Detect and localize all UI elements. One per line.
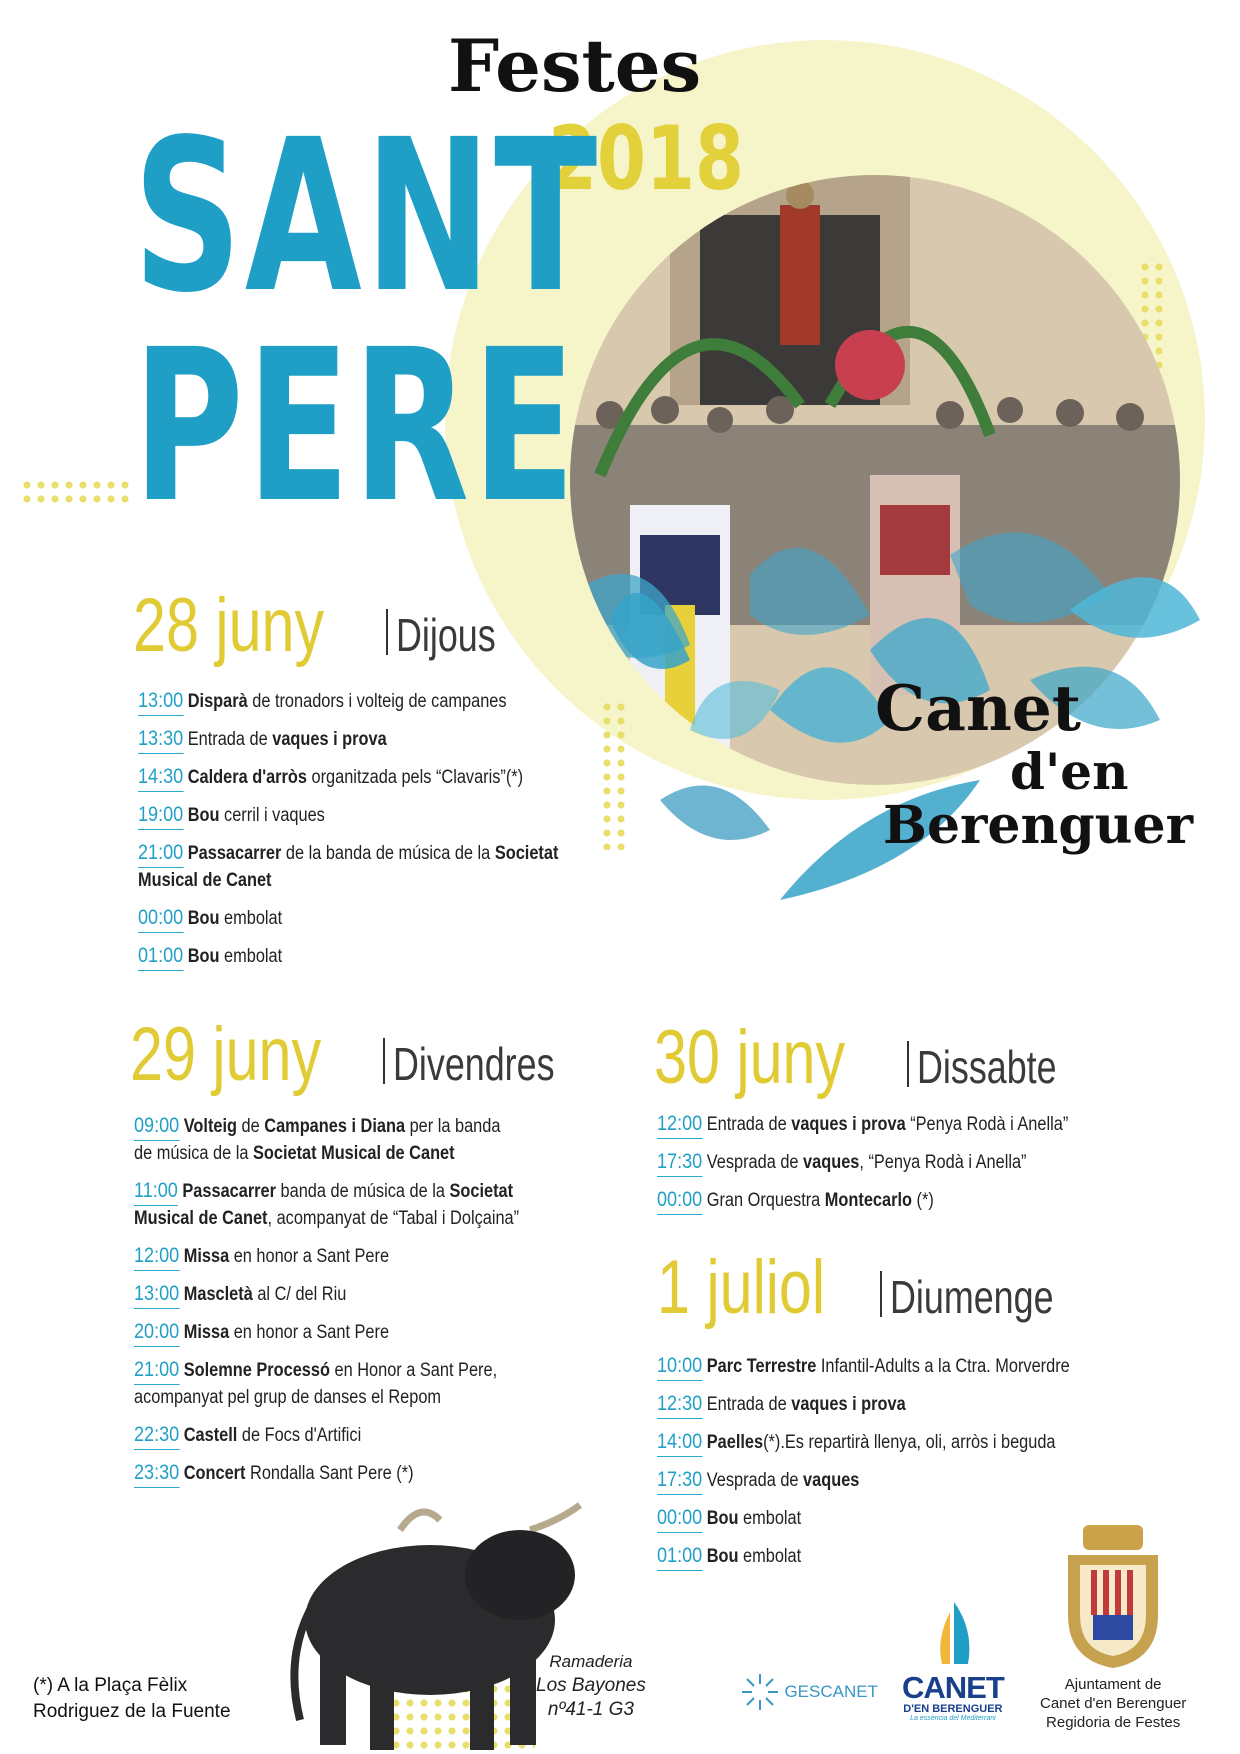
- event-time: 12:30: [657, 1392, 703, 1415]
- event-time: 12:00: [134, 1244, 180, 1267]
- event-time: 09:00: [134, 1114, 180, 1137]
- event-text: Concert: [183, 1463, 246, 1484]
- event-item: [134, 1242, 519, 1270]
- event-text: en honor a Sant Pere: [229, 1246, 390, 1267]
- event-time: 01:00: [138, 944, 184, 967]
- event-time: 13:00: [138, 689, 184, 712]
- event-item: [138, 904, 558, 932]
- day-date: 30 juny: [654, 1015, 846, 1100]
- event-item: [657, 1428, 1070, 1456]
- event-text: (*).Es repartirà llenya, oli, arròs i beguda: [763, 1432, 1056, 1453]
- event-text: Paelles: [706, 1432, 764, 1453]
- event-text: embolat: [738, 1508, 802, 1529]
- gescanet-text: GESCANET: [784, 1682, 878, 1701]
- day-date: 28 juny: [133, 583, 325, 668]
- canet-logo-tag: La essència del Mediterrani: [910, 1715, 996, 1722]
- event-time: 19:00: [138, 803, 184, 826]
- event-text: Passacarrer: [182, 1181, 276, 1202]
- event-text: banda de música de la: [275, 1181, 450, 1202]
- town-berenguer: Berenguer: [883, 795, 1193, 856]
- event-time: 17:30: [657, 1150, 703, 1173]
- event-text: Societat Musical de Canet: [252, 1143, 455, 1164]
- event-text: vaques: [803, 1470, 860, 1491]
- day-header: [657, 1245, 1100, 1330]
- event-item: [134, 1318, 519, 1346]
- event-text: Bou: [706, 1508, 739, 1529]
- sail-icon: [928, 1600, 978, 1668]
- event-text: cerril i vaques: [219, 805, 325, 826]
- event-item: [134, 1421, 519, 1449]
- day-header: [130, 1012, 600, 1097]
- ranch-name: Los Bayones: [536, 1675, 646, 1696]
- event-text: organitzada pels “Clavaris”(*): [306, 767, 524, 788]
- event-text: Rondalla Sant Pere (*): [245, 1463, 414, 1484]
- event-text: de tronadors i volteig de campanes: [247, 691, 507, 712]
- event-text: embolat: [219, 908, 283, 929]
- event-item: [657, 1148, 1068, 1176]
- event-text: Musical de Canet: [138, 870, 272, 891]
- event-text: embolat: [738, 1546, 802, 1567]
- event-time: 00:00: [657, 1506, 703, 1529]
- town-canet: Canet: [875, 671, 1081, 745]
- event-text: vaques i prova: [272, 729, 387, 750]
- event-text: per la banda: [405, 1116, 501, 1137]
- ranch-credit: [536, 1650, 646, 1722]
- event-item: [657, 1466, 1070, 1494]
- event-item: [138, 942, 558, 970]
- coat-of-arms-icon: [1058, 1520, 1168, 1670]
- event-text: Solemne Processó: [183, 1360, 330, 1381]
- event-time: 21:00: [138, 841, 184, 864]
- event-text: vaques i prova: [791, 1394, 906, 1415]
- event-time: 01:00: [657, 1544, 703, 1567]
- event-text: Campanes i Diana: [264, 1116, 406, 1137]
- canet-logo-main: CANET: [902, 1670, 1004, 1705]
- event-item: [134, 1112, 519, 1167]
- footnote: [33, 1673, 231, 1725]
- town-hall-line: Canet d'en Berenguer: [1040, 1695, 1187, 1712]
- event-item: [134, 1280, 519, 1308]
- event-text: Bou: [187, 946, 220, 967]
- divider: [880, 1271, 882, 1317]
- town-den: d'en: [1010, 742, 1129, 801]
- event-text: Vesprada de: [706, 1470, 804, 1491]
- town-hall-line: Ajuntament de: [1064, 1676, 1162, 1693]
- event-text: vaques i prova: [791, 1114, 906, 1135]
- event-text: Musical de Canet: [134, 1208, 268, 1229]
- event-time: 14:00: [657, 1430, 703, 1453]
- event-time: 20:00: [134, 1320, 180, 1343]
- event-text: acompanyat pel grup de danses el Repom: [134, 1387, 442, 1408]
- event-text: de Focs d'Artifici: [237, 1425, 362, 1446]
- event-time: 10:00: [657, 1354, 703, 1377]
- event-text: (*): [911, 1190, 934, 1211]
- day-weekday: Diumenge: [890, 1271, 1055, 1323]
- event-text: “Penya Rodà i Anella”: [905, 1114, 1069, 1135]
- event-item: [657, 1352, 1070, 1380]
- event-time: 14:30: [138, 765, 184, 788]
- event-text: vaques: [803, 1152, 860, 1173]
- event-text: Caldera d'arròs: [187, 767, 307, 788]
- event-text: Bou: [187, 805, 220, 826]
- day-weekday: Divendres: [393, 1038, 555, 1090]
- event-item: [657, 1390, 1070, 1418]
- event-text: en Honor a Sant Pere,: [329, 1360, 498, 1381]
- event-item: [657, 1542, 1070, 1570]
- event-item: [138, 725, 558, 753]
- ranch-label: Ramaderia: [549, 1652, 633, 1671]
- event-text: Societat: [494, 843, 559, 864]
- sunburst-icon: [740, 1672, 780, 1712]
- event-time: 23:30: [134, 1461, 180, 1484]
- event-text: de música de la: [134, 1143, 253, 1164]
- gescanet-logo: [740, 1672, 878, 1712]
- event-text: embolat: [219, 946, 283, 967]
- event-list: [138, 687, 627, 980]
- event-text: de la banda de música de la: [281, 843, 495, 864]
- event-text: Vesprada de: [706, 1152, 804, 1173]
- day-date: 29 juny: [130, 1012, 322, 1097]
- title-pere: PERE: [133, 304, 579, 549]
- event-item: [657, 1110, 1068, 1138]
- event-text: Volteig: [183, 1116, 238, 1137]
- event-text: Bou: [187, 908, 220, 929]
- event-text: , acompanyat de “Tabal i Dolçaina”: [267, 1208, 520, 1229]
- event-list: [134, 1112, 582, 1497]
- event-item: [134, 1459, 519, 1487]
- event-item: [138, 687, 558, 715]
- event-time: 21:00: [134, 1358, 180, 1381]
- event-text: Societat: [449, 1181, 514, 1202]
- title-sant: SANT: [133, 94, 601, 339]
- event-time: 00:00: [657, 1188, 703, 1211]
- divider: [907, 1041, 909, 1087]
- event-text: Entrada de: [706, 1394, 792, 1415]
- event-text: Infantil-Adults a la Ctra. Morverdre: [816, 1356, 1070, 1377]
- divider: [386, 609, 388, 655]
- event-item: [134, 1356, 519, 1411]
- day-date: 1 juliol: [657, 1245, 826, 1330]
- event-time: 11:00: [134, 1179, 178, 1202]
- year: 2018: [548, 107, 744, 210]
- event-text: Gran Orquestra: [706, 1190, 825, 1211]
- event-text: Mascletà: [183, 1284, 253, 1305]
- event-time: 22:30: [134, 1423, 180, 1446]
- event-item: [657, 1186, 1068, 1214]
- event-text: Parc Terrestre: [706, 1356, 817, 1377]
- event-text: , “Penya Rodà i Anella”: [859, 1152, 1027, 1173]
- event-item: [134, 1177, 519, 1232]
- event-text: Entrada de: [187, 729, 273, 750]
- event-item: [657, 1504, 1070, 1532]
- event-text: Missa: [183, 1246, 230, 1267]
- event-text: Missa: [183, 1322, 230, 1343]
- event-time: 12:00: [657, 1112, 703, 1135]
- event-time: 00:00: [138, 906, 184, 929]
- event-text: en honor a Sant Pere: [229, 1322, 390, 1343]
- footnote-line: Rodriguez de la Fuente: [33, 1701, 231, 1722]
- day-weekday: Dissabte: [917, 1041, 1057, 1093]
- event-item: [138, 839, 558, 894]
- event-text: Passacarrer: [187, 843, 282, 864]
- event-text: Montecarlo: [824, 1190, 912, 1211]
- dots-left: [20, 478, 132, 506]
- event-time: 13:30: [138, 727, 184, 750]
- festes-title: Festes: [448, 23, 702, 108]
- event-text: Entrada de: [706, 1114, 792, 1135]
- event-item: [138, 763, 558, 791]
- event-text: Bou: [706, 1546, 739, 1567]
- town-hall-line: Regidoria de Festes: [1046, 1714, 1181, 1731]
- ranch-number: nº41-1 G3: [547, 1699, 635, 1720]
- footnote-line: (*) A la Plaça Fèlix: [33, 1675, 188, 1696]
- event-time: 17:30: [657, 1468, 703, 1491]
- event-list: [657, 1110, 1135, 1224]
- event-item: [138, 801, 558, 829]
- day-weekday: Dijous: [396, 609, 496, 661]
- event-text: de: [237, 1116, 265, 1137]
- event-time: 13:00: [134, 1282, 180, 1305]
- event-text: Disparà: [187, 691, 248, 712]
- event-text: Castell: [183, 1425, 238, 1446]
- canet-logo: [902, 1600, 1004, 1722]
- canet-logo-sub: D'EN BERENGUER: [903, 1703, 1003, 1715]
- divider: [383, 1038, 385, 1084]
- day-header: [133, 583, 524, 668]
- day-header: [654, 1015, 1096, 1100]
- event-text: al C/ del Riu: [252, 1284, 347, 1305]
- town-hall: [1040, 1520, 1186, 1732]
